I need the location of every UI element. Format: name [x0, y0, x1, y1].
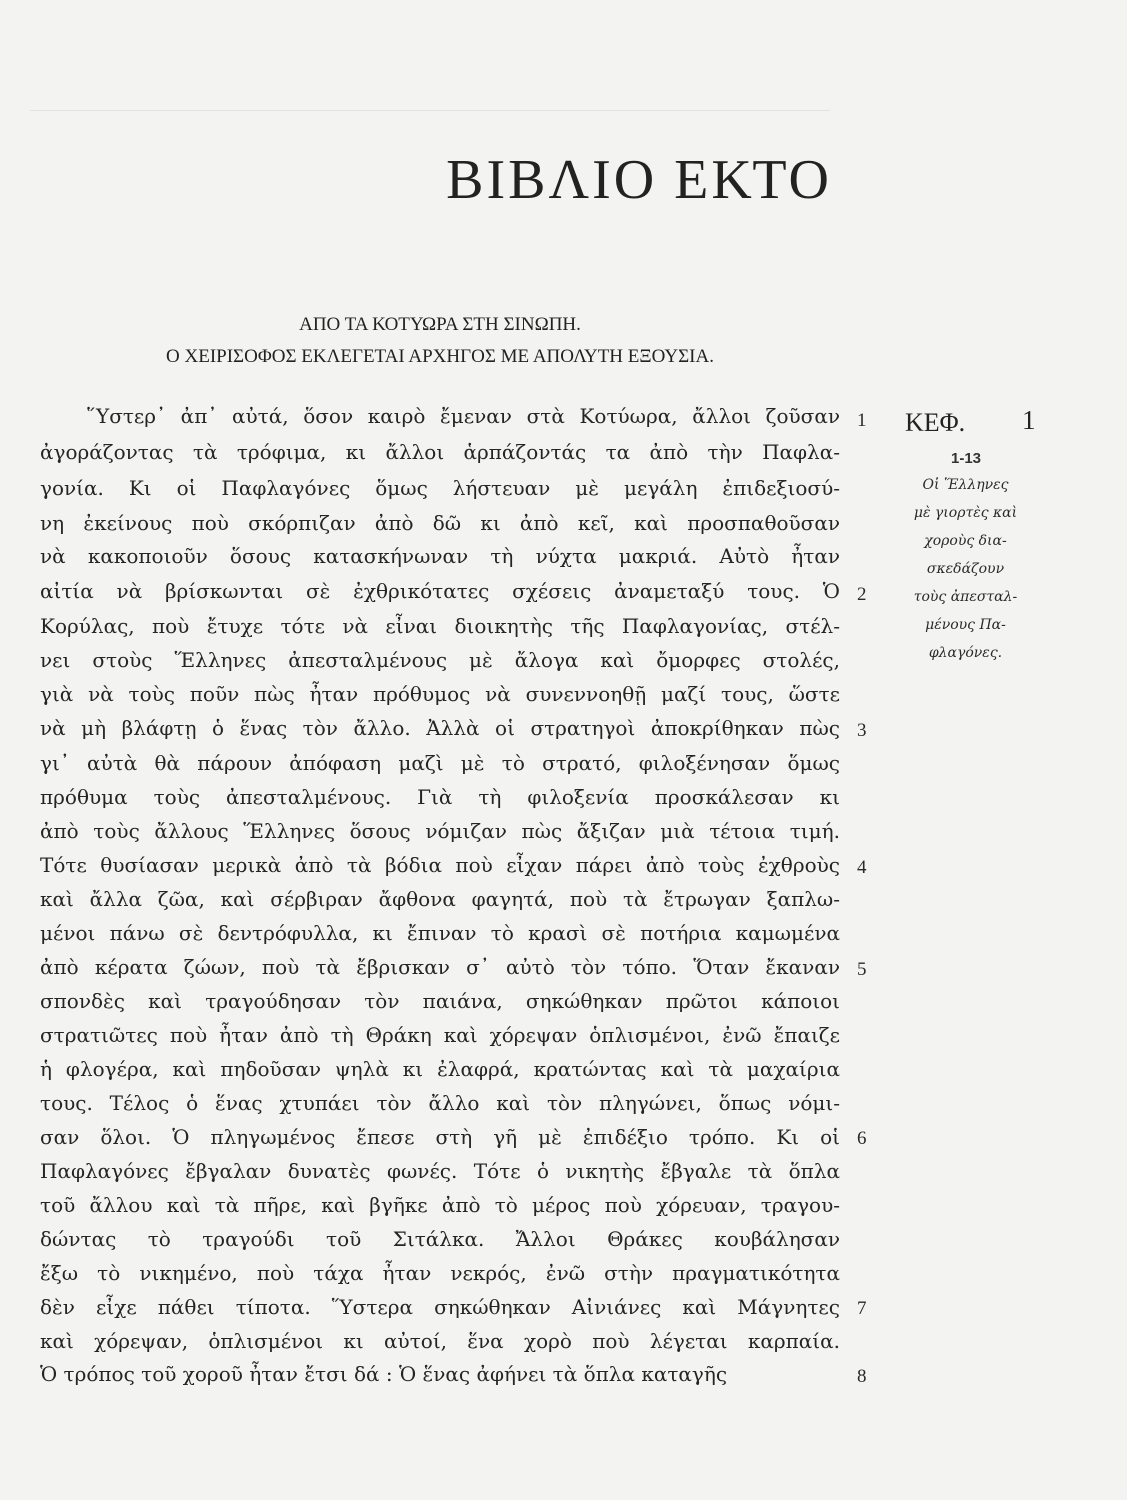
text-line: μένοι πάνω σὲ δεντρόφυλλα, κι ἔπιναν τὸ κρασὶ σὲ ποτήρια καμωμένα — [40, 921, 840, 945]
text-line: Κορύλας, ποὺ ἔτυχε τότε νὰ εἶναι διοικητὴς τῆς Παφλαγονίας, στέλ- — [40, 614, 840, 638]
sidebar-note-line: τοὺς ἀπεσταλ- — [913, 589, 1018, 605]
text-line: Παφλαγόνες ἔβγαλαν δυνατὲς φωνές. Τότε ὁ νικητὴς ἔβγαλε τὰ ὅπλα — [40, 1159, 840, 1183]
text-line: τους. Τέλος ὁ ἕνας χτυπάει τὸν ἄλλο καὶ τὸν πληγώνει, ὅπως νόμι- — [40, 1091, 840, 1115]
chapter-number: 1 — [1022, 405, 1036, 435]
text-line: σπονδὲς καὶ τραγούδησαν τὸν παιάνα, σηκώθηκαν πρῶτοι κάποιοι — [40, 989, 840, 1013]
text-line: πρόθυμα τοὺς ἀπεσταλμένους. Γιὰ τὴ φιλοξενία προσκάλεσαν κι — [40, 785, 840, 809]
bleed-through-header-rule — [30, 80, 830, 111]
sidebar-note-line: μένους Πα- — [925, 617, 1006, 633]
book-title: ΒΙΒΛΙΟ ΕΚΤΟ — [446, 149, 832, 211]
text-line: αἰτία νὰ βρίσκωνται σὲ ἐχθρικότατες σχέσεις ἀναμεταξύ τους. Ὁ — [40, 579, 840, 603]
text-line: γιὰ νὰ τοὺς ποῦν πὼς ἦταν πρόθυμος νὰ συνεννοηθῇ μαζί τους, ὥστε — [40, 682, 840, 706]
sidebar-note-line: φλαγόνες. — [928, 645, 1003, 661]
text-line: νὰ μὴ βλάφτῃ ὁ ἕνας τὸν ἄλλο. Ἀλλὰ οἱ στρατηγοὶ ἀποκρίθηκαν πὼς — [40, 716, 840, 740]
paragraph-number: 6 — [857, 1128, 867, 1149]
text-line: ἀγοράζοντας τὰ τρόφιμα, κι ἄλλοι ἁρπάζοντάς τα ἀπὸ τὴν Παφλα- — [40, 440, 840, 464]
text-line: γι᾽ αὐτὰ θὰ πάρουν ἀπόφαση μαζὶ μὲ τὸ στρατό, φιλοξένησαν ὅμως — [40, 751, 840, 775]
text-line: καὶ ἄλλα ζῶα, καὶ σέρβιραν ἄφθονα φαγητά, ποὺ τὰ ἔτρωγαν ξαπλω- — [40, 887, 840, 911]
paragraph-range: 1-13 — [950, 450, 982, 467]
sidebar-note-line: Οἱ Ἕλληνες — [922, 477, 1009, 493]
text-line: τοῦ ἄλλου καὶ τὰ πῆρε, καὶ βγῆκε ἀπὸ τὸ μέρος ποὺ χόρευαν, τραγου- — [40, 1193, 840, 1217]
paragraph-number: 3 — [857, 720, 867, 741]
text-line: Ὁ τρόπος τοῦ χοροῦ ἦταν ἔτσι δά : Ὁ ἕνας ἀφήνει τὰ ὅπλα καταγῆς — [40, 1362, 728, 1386]
text-line: νη ἐκείνους ποὺ σκόρπιζαν ἀπὸ δῶ κι ἀπὸ κεῖ, καὶ προσπαθοῦσαν — [40, 511, 840, 535]
text-line: δώντας τὸ τραγούδι τοῦ Σιτάλκα. Ἄλλοι Θράκες κουβάλησαν — [40, 1227, 840, 1251]
paragraph-number: 4 — [857, 857, 867, 878]
text-line: στρατιῶτες ποὺ ἦταν ἀπὸ τὴ Θράκη καὶ χόρεψαν ὁπλισμένοι, ἐνῶ ἔπαιζε — [40, 1023, 840, 1047]
paragraph-number: 2 — [857, 584, 867, 605]
text-line: σαν ὅλοι. Ὁ πληγωμένος ἔπεσε στὴ γῆ μὲ ἐπιδέξιο τρόπο. Κι οἱ — [40, 1125, 840, 1149]
text-line: νει στοὺς Ἕλληνες ἀπεσταλμένους μὲ ἄλογα καὶ ὄμορφες στολές, — [40, 648, 840, 672]
text-line: ἀπὸ τοὺς ἄλλους Ἕλληνες ὅσους νόμιζαν πὼς ἄξιζαν μιὰ τέτοια τιμή. — [40, 819, 840, 843]
chapter-heading-2: Ο ΧΕΙΡΙΣΟΦΟΣ ΕΚΛΕΓΕΤΑΙ ΑΡΧΗΓΟΣ ΜΕ ΑΠΟΛΥΤΗ ΕΞΟΥΣΙΑ. — [166, 346, 714, 367]
paragraph-number: 5 — [857, 959, 867, 980]
text-line: νὰ κακοποιοῦν ὅσους κατασκήνωναν τὴ νύχτα μακριά. Αὐτὸ ἦταν — [40, 544, 840, 568]
chapter-heading-1: ΑΠΟ ΤΑ ΚΟΤΥΩΡΑ ΣΤΗ ΣΙΝΩΠΗ. — [299, 314, 581, 335]
sidebar-note-line: μὲ γιορτὲς καὶ — [913, 505, 1018, 521]
text-line: ἔξω τὸ νικημένο, ποὺ τάχα ἦταν νεκρός, ἐνῶ στὴν πραγματικότητα — [40, 1261, 840, 1285]
text-line: γονία. Κι οἱ Παφλαγόνες ὅμως λήστευαν μὲ μεγάλη ἐπιδεξιοσύ- — [40, 476, 840, 500]
text-line: Τότε θυσίασαν μερικὰ ἀπὸ τὰ βόδια ποὺ εἶχαν πάρει ἀπὸ τοὺς ἐχθροὺς — [40, 853, 840, 877]
sidebar-note-line: χοροὺς δια- — [924, 533, 1007, 549]
paragraph-number: 7 — [857, 1298, 867, 1319]
chapter-label: ΚΕΦ. — [905, 408, 966, 437]
text-line: καὶ χόρεψαν, ὁπλισμένοι κι αὐτοί, ἕνα χορὸ ποὺ λέγεται καρπαία. — [40, 1329, 840, 1353]
sidebar-note-line: σκεδάζουν — [926, 561, 1005, 577]
paragraph-number: 8 — [857, 1366, 867, 1387]
paragraph-number: 1 — [857, 410, 867, 431]
text-line: δὲν εἶχε πάθει τίποτα. Ὕστερα σηκώθηκαν Αἰνιάνες καὶ Μάγνητες — [40, 1295, 840, 1319]
text-line: ἀπὸ κέρατα ζώων, ποὺ τὰ ἔβρισκαν σ᾽ αὐτὸ τὸν τόπο. Ὅταν ἔκαναν — [40, 955, 840, 979]
text-line: ῞Υστερ᾽ ἀπ᾽ αὐτά, ὅσον καιρὸ ἔμεναν στὰ Κοτύωρα, ἄλλοι ζοῦσαν — [86, 404, 840, 428]
text-line: ἡ φλογέρα, καὶ πηδοῦσαν ψηλὰ κι ἐλαφρά, κρατώντας καὶ τὰ μαχαίρια — [40, 1057, 840, 1081]
